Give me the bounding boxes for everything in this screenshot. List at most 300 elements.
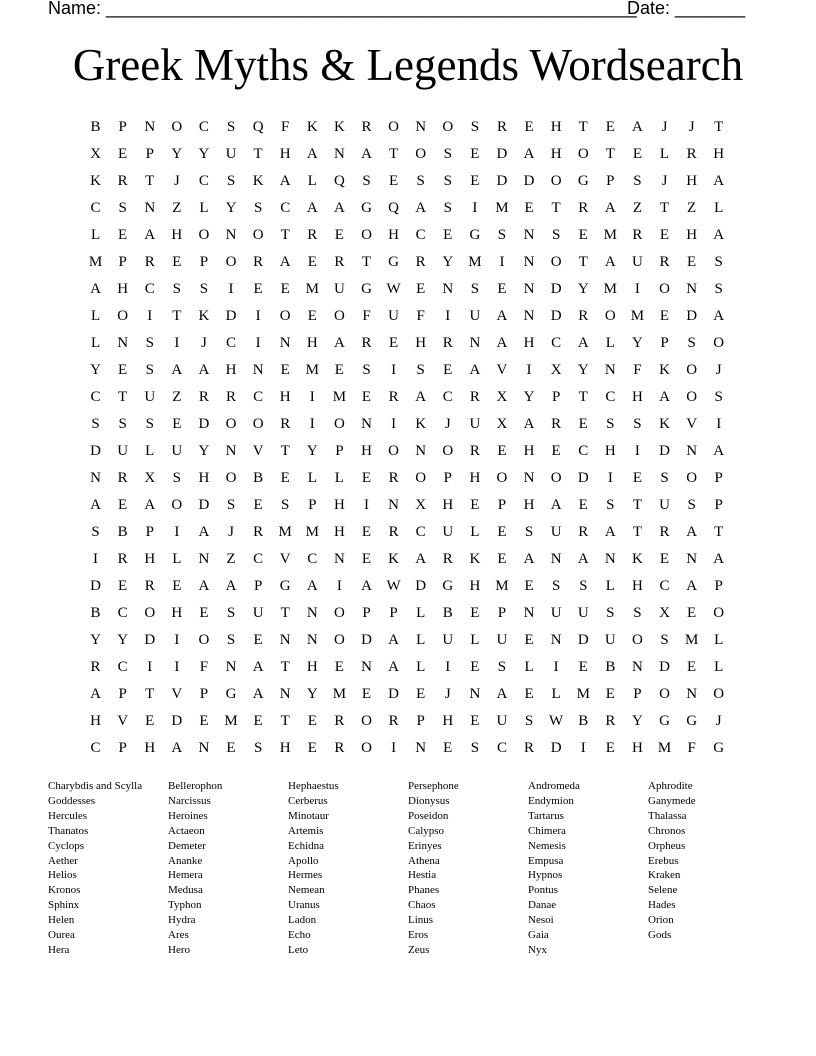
grid-letter[interactable]: I [472,200,478,216]
grid-letter[interactable]: E [578,659,588,675]
grid-letter[interactable]: P [199,254,209,270]
grid-letter[interactable]: F [416,308,425,324]
grid-letter[interactable]: R [578,308,589,324]
grid-letter[interactable]: I [526,362,532,378]
grid-letter[interactable]: E [280,470,290,486]
grid-letter[interactable]: T [714,119,724,135]
grid-letter[interactable]: R [144,254,155,270]
grid-letter[interactable]: L [416,632,426,648]
grid-letter[interactable]: O [415,470,427,486]
grid-letter[interactable]: D [577,470,589,486]
grid-letter[interactable]: W [549,713,564,729]
grid-letter[interactable]: A [686,524,698,540]
grid-letter[interactable]: N [632,659,643,675]
grid-letter[interactable]: O [442,119,454,135]
grid-letter[interactable]: T [280,227,290,243]
grid-letter[interactable]: R [226,389,237,405]
grid-letter[interactable]: S [633,173,642,189]
grid-letter[interactable]: M [278,524,292,540]
grid-letter[interactable]: B [253,470,264,486]
grid-letter[interactable]: C [90,389,101,405]
grid-letter[interactable]: M [576,686,590,702]
grid-letter[interactable]: A [604,524,616,540]
grid-letter[interactable]: A [523,146,535,162]
grid-letter[interactable]: S [91,524,100,540]
grid-letter[interactable]: A [198,578,210,594]
grid-letter[interactable]: V [117,713,129,729]
grid-letter[interactable]: L [714,200,724,216]
grid-letter[interactable]: Y [306,443,318,459]
grid-letter[interactable]: O [198,632,210,648]
grid-letter[interactable]: O [225,416,237,432]
grid-letter[interactable]: P [714,470,723,486]
grid-letter[interactable]: E [578,497,588,513]
grid-letter[interactable]: S [551,578,561,594]
grid-letter[interactable]: G [577,173,589,189]
grid-letter[interactable]: Q [333,173,345,189]
grid-letter[interactable]: O [577,146,589,162]
grid-letter[interactable]: O [361,740,372,756]
grid-letter[interactable]: H [198,470,210,486]
grid-letter[interactable]: H [117,281,129,297]
grid-letter[interactable]: R [253,254,264,270]
grid-letter[interactable]: O [333,605,345,621]
grid-letter[interactable]: A [198,362,210,378]
grid-letter[interactable]: I [499,254,505,270]
grid-letter[interactable]: J [444,416,451,432]
grid-letter[interactable]: A [90,281,101,297]
grid-letter[interactable]: F [687,740,696,756]
grid-letter[interactable]: N [117,335,129,351]
grid-letter[interactable]: O [117,308,129,324]
grid-letter[interactable]: T [578,389,588,405]
grid-letter[interactable]: K [415,416,427,432]
grid-letter[interactable]: O [632,632,643,648]
grid-letter[interactable]: S [362,362,371,378]
grid-letter[interactable]: B [90,119,101,135]
grid-letter[interactable]: Y [632,713,643,729]
grid-letter[interactable]: C [90,200,101,216]
grid-letter[interactable]: N [686,281,698,297]
grid-letter[interactable]: I [309,416,315,432]
grid-letter[interactable]: E [632,470,642,486]
grid-letter[interactable]: A [713,551,725,567]
grid-letter[interactable]: H [632,740,643,756]
grid-letter[interactable]: E [253,497,263,513]
grid-letter[interactable]: H [469,470,481,486]
grid-letter[interactable]: A [90,686,101,702]
grid-letter[interactable]: A [496,686,508,702]
grid-letter[interactable]: E [687,254,697,270]
grid-letter[interactable]: Y [198,443,210,459]
grid-letter[interactable]: A [361,146,372,162]
grid-letter[interactable]: T [280,605,290,621]
name-field[interactable]: Name: _____________________________________________________ [48,0,637,18]
grid-letter[interactable]: H [388,227,399,243]
grid-letter[interactable]: N [198,740,210,756]
grid-letter[interactable]: R [361,119,372,135]
grid-letter[interactable]: H [90,713,101,729]
grid-letter[interactable]: X [415,497,427,513]
grid-letter[interactable]: N [550,632,562,648]
grid-letter[interactable]: K [306,119,318,135]
grid-letter[interactable]: S [606,605,615,621]
grid-letter[interactable]: A [279,173,291,189]
grid-letter[interactable]: A [469,362,481,378]
grid-letter[interactable]: T [578,119,588,135]
grid-letter[interactable]: E [388,335,399,351]
grid-letter[interactable]: L [145,443,155,459]
grid-letter[interactable]: A [496,308,508,324]
grid-letter[interactable]: D [550,281,562,297]
grid-letter[interactable]: K [198,308,210,324]
grid-letter[interactable]: P [551,389,561,405]
grid-letter[interactable]: S [172,470,181,486]
grid-letter[interactable]: D [523,173,535,189]
grid-letter[interactable]: S [714,254,723,270]
grid-letter[interactable]: R [632,227,643,243]
grid-letter[interactable]: I [174,524,180,540]
grid-letter[interactable]: K [632,551,643,567]
grid-letter[interactable]: J [661,173,668,189]
grid-letter[interactable]: E [199,605,209,621]
grid-letter[interactable]: S [226,605,236,621]
grid-letter[interactable]: E [605,686,615,702]
grid-letter[interactable]: K [252,173,264,189]
grid-letter[interactable]: E [253,281,263,297]
grid-letter[interactable]: E [659,308,670,324]
grid-letter[interactable]: D [361,632,372,648]
grid-letter[interactable]: O [225,254,237,270]
grid-letter[interactable]: E [578,227,588,243]
grid-letter[interactable]: R [334,713,345,729]
grid-letter[interactable]: P [714,578,723,594]
grid-letter[interactable]: N [550,551,562,567]
grid-letter[interactable]: H [306,335,318,351]
grid-letter[interactable]: D [659,659,670,675]
grid-letter[interactable]: R [388,524,399,540]
grid-letter[interactable]: L [659,146,670,162]
grid-letter[interactable]: J [173,173,180,189]
grid-letter[interactable]: R [415,254,426,270]
grid-letter[interactable]: Z [687,200,697,216]
grid-letter[interactable]: E [361,470,372,486]
grid-letter[interactable]: C [198,173,209,189]
grid-letter[interactable]: E [361,686,372,702]
grid-letter[interactable]: M [495,578,509,594]
grid-letter[interactable]: A [90,497,101,513]
grid-letter[interactable]: X [496,389,508,405]
grid-letter[interactable]: R [334,254,345,270]
grid-letter[interactable]: A [415,551,427,567]
grid-letter[interactable]: A [496,335,508,351]
grid-letter[interactable]: S [118,416,127,432]
grid-letter[interactable]: D [171,713,183,729]
grid-letter[interactable]: J [661,119,668,135]
grid-letter[interactable]: E [145,713,155,729]
grid-letter[interactable]: N [279,335,291,351]
grid-letter[interactable]: P [714,497,723,513]
grid-letter[interactable]: T [253,146,263,162]
grid-letter[interactable]: D [686,308,698,324]
grid-letter[interactable]: N [388,497,399,513]
grid-letter[interactable]: G [388,254,399,270]
grid-letter[interactable]: C [253,389,264,405]
grid-letter[interactable]: M [468,254,482,270]
grid-letter[interactable]: E [443,362,453,378]
grid-letter[interactable]: S [524,713,534,729]
grid-letter[interactable]: P [633,686,642,702]
grid-letter[interactable]: S [199,281,209,297]
grid-letter[interactable]: D [550,308,562,324]
grid-letter[interactable]: P [308,497,317,513]
grid-letter[interactable]: S [633,416,642,432]
grid-letter[interactable]: A [333,335,345,351]
grid-letter[interactable]: A [198,524,210,540]
grid-letter[interactable]: N [252,362,264,378]
grid-letter[interactable]: M [332,686,347,702]
grid-letter[interactable]: C [280,200,291,216]
grid-letter[interactable]: L [551,686,561,702]
grid-letter[interactable]: E [497,443,507,459]
grid-letter[interactable]: X [659,605,670,621]
grid-letter[interactable]: K [659,416,670,432]
grid-letter[interactable]: O [361,713,372,729]
grid-letter[interactable]: X [496,416,508,432]
grid-letter[interactable]: E [416,686,426,702]
grid-letter[interactable]: Y [90,362,101,378]
grid-letter[interactable]: D [225,308,237,324]
grid-letter[interactable]: H [361,443,372,459]
grid-letter[interactable]: L [172,551,182,567]
grid-letter[interactable]: E [334,659,344,675]
grid-letter[interactable]: E [280,362,290,378]
grid-letter[interactable]: J [688,119,695,135]
grid-letter[interactable]: Y [523,389,535,405]
grid-letter[interactable]: O [550,254,562,270]
grid-letter[interactable]: E [470,146,480,162]
grid-letter[interactable]: O [171,497,183,513]
grid-letter[interactable]: S [443,146,452,162]
grid-letter[interactable]: E [118,578,128,594]
grid-letter[interactable]: I [255,308,261,324]
grid-letter[interactable]: R [117,470,128,486]
grid-letter[interactable]: E [280,281,290,297]
grid-letter[interactable]: R [388,389,399,405]
grid-letter[interactable]: M [495,200,509,216]
grid-letter[interactable]: E [199,713,209,729]
grid-letter[interactable]: U [144,389,156,405]
grid-letter[interactable]: N [225,227,237,243]
grid-letter[interactable]: H [632,389,643,405]
grid-letter[interactable]: A [713,443,725,459]
grid-letter[interactable]: Z [172,389,182,405]
grid-letter[interactable]: E [470,713,480,729]
grid-letter[interactable]: E [470,497,480,513]
grid-letter[interactable]: P [145,146,154,162]
grid-letter[interactable]: N [90,470,101,486]
grid-letter[interactable]: G [361,200,372,216]
grid-letter[interactable]: U [333,281,345,297]
grid-letter[interactable]: O [496,470,508,486]
grid-letter[interactable]: R [117,551,128,567]
grid-letter[interactable]: T [145,686,155,702]
grid-letter[interactable]: I [147,308,153,324]
grid-letter[interactable]: M [305,281,319,297]
grid-letter[interactable]: A [713,227,725,243]
grid-letter[interactable]: U [388,308,399,324]
grid-letter[interactable]: G [225,686,237,702]
grid-letter[interactable]: G [279,578,291,594]
grid-letter[interactable]: S [226,119,236,135]
grid-letter[interactable]: S [497,227,507,243]
grid-letter[interactable]: R [280,416,291,432]
grid-letter[interactable]: Y [577,281,589,297]
grid-letter[interactable]: E [687,605,697,621]
grid-letter[interactable]: N [415,443,427,459]
grid-letter[interactable]: C [496,740,507,756]
grid-letter[interactable]: Y [117,632,129,648]
grid-letter[interactable]: A [577,551,589,567]
grid-letter[interactable]: L [605,578,615,594]
grid-letter[interactable]: K [90,173,101,189]
grid-letter[interactable]: H [279,389,291,405]
grid-letter[interactable]: P [118,686,127,702]
grid-letter[interactable]: L [524,659,534,675]
grid-letter[interactable]: R [442,335,453,351]
grid-letter[interactable]: A [252,686,264,702]
grid-letter[interactable]: H [686,173,698,189]
grid-letter[interactable]: A [306,578,318,594]
grid-letter[interactable]: M [305,362,319,378]
grid-letter[interactable]: U [550,605,562,621]
grid-letter[interactable]: U [469,308,481,324]
grid-letter[interactable]: E [172,416,182,432]
grid-letter[interactable]: N [279,686,291,702]
grid-letter[interactable]: R [469,443,480,459]
grid-letter[interactable]: Q [252,119,264,135]
grid-letter[interactable]: A [415,389,427,405]
grid-letter[interactable]: S [714,281,723,297]
grid-letter[interactable]: A [713,308,725,324]
grid-letter[interactable]: A [415,200,427,216]
grid-letter[interactable]: I [634,281,640,297]
date-field[interactable]: Date: _______ [627,0,746,18]
grid-letter[interactable]: O [659,281,670,297]
grid-letter[interactable]: P [118,254,127,270]
grid-letter[interactable]: A [144,497,156,513]
grid-letter[interactable]: N [523,254,535,270]
grid-letter[interactable]: G [442,578,454,594]
grid-letter[interactable]: L [714,632,724,648]
grid-letter[interactable]: B [578,713,589,729]
grid-letter[interactable]: I [716,416,722,432]
grid-letter[interactable]: N [415,740,427,756]
grid-letter[interactable]: R [90,659,101,675]
grid-letter[interactable]: D [198,497,210,513]
grid-letter[interactable]: Y [577,362,589,378]
grid-letter[interactable]: S [660,470,669,486]
grid-letter[interactable]: N [523,281,535,297]
grid-letter[interactable]: N [523,605,535,621]
grid-letter[interactable]: I [391,416,397,432]
grid-letter[interactable]: H [686,227,698,243]
grid-letter[interactable]: X [144,470,156,486]
grid-letter[interactable]: K [333,119,345,135]
grid-letter[interactable]: I [445,308,451,324]
grid-letter[interactable]: O [225,470,237,486]
grid-letter[interactable]: P [443,470,452,486]
grid-letter[interactable]: U [469,416,481,432]
grid-letter[interactable]: D [496,146,508,162]
grid-letter[interactable]: P [660,335,669,351]
grid-letter[interactable]: S [145,416,154,432]
grid-letter[interactable]: S [226,173,236,189]
grid-letter[interactable]: S [416,362,425,378]
grid-letter[interactable]: K [659,362,670,378]
grid-letter[interactable]: A [306,200,318,216]
grid-letter[interactable]: C [253,551,264,567]
grid-letter[interactable]: D [577,632,589,648]
grid-letter[interactable]: E [443,227,453,243]
grid-letter[interactable]: E [361,551,372,567]
grid-letter[interactable]: Z [632,200,642,216]
grid-letter[interactable]: E [361,389,372,405]
grid-letter[interactable]: L [307,470,317,486]
grid-letter[interactable]: O [388,119,399,135]
grid-letter[interactable]: E [470,659,480,675]
grid-letter[interactable]: U [659,497,670,513]
grid-letter[interactable]: I [553,659,559,675]
grid-letter[interactable]: I [336,578,342,594]
grid-letter[interactable]: I [93,551,99,567]
grid-letter[interactable]: G [659,713,670,729]
grid-letter[interactable]: E [118,497,128,513]
grid-letter[interactable]: H [713,146,725,162]
grid-letter[interactable]: C [659,578,670,594]
grid-letter[interactable]: Z [172,200,182,216]
grid-letter[interactable]: M [224,713,238,729]
grid-letter[interactable]: S [551,227,561,243]
grid-letter[interactable]: A [225,578,237,594]
grid-letter[interactable]: F [199,659,209,675]
grid-letter[interactable]: O [604,308,616,324]
grid-letter[interactable]: U [171,443,183,459]
grid-letter[interactable]: R [524,740,535,756]
grid-letter[interactable]: E [551,443,561,459]
grid-letter[interactable]: I [391,362,397,378]
grid-letter[interactable]: D [388,686,399,702]
grid-letter[interactable]: M [603,281,617,297]
grid-letter[interactable]: U [252,605,264,621]
grid-letter[interactable]: T [118,389,128,405]
grid-letter[interactable]: Y [442,254,454,270]
grid-letter[interactable]: I [634,443,640,459]
grid-letter[interactable]: L [416,605,426,621]
grid-letter[interactable]: A [171,362,183,378]
grid-letter[interactable]: B [117,524,128,540]
grid-letter[interactable]: N [604,551,616,567]
grid-letter[interactable]: N [306,632,318,648]
grid-letter[interactable]: O [686,470,698,486]
grid-letter[interactable]: N [442,281,454,297]
grid-letter[interactable]: F [633,362,642,378]
grid-letter[interactable]: X [90,146,101,162]
grid-letter[interactable]: N [686,443,698,459]
grid-letter[interactable]: N [333,551,345,567]
grid-letter[interactable]: D [90,578,101,594]
grid-letter[interactable]: O [333,308,345,324]
